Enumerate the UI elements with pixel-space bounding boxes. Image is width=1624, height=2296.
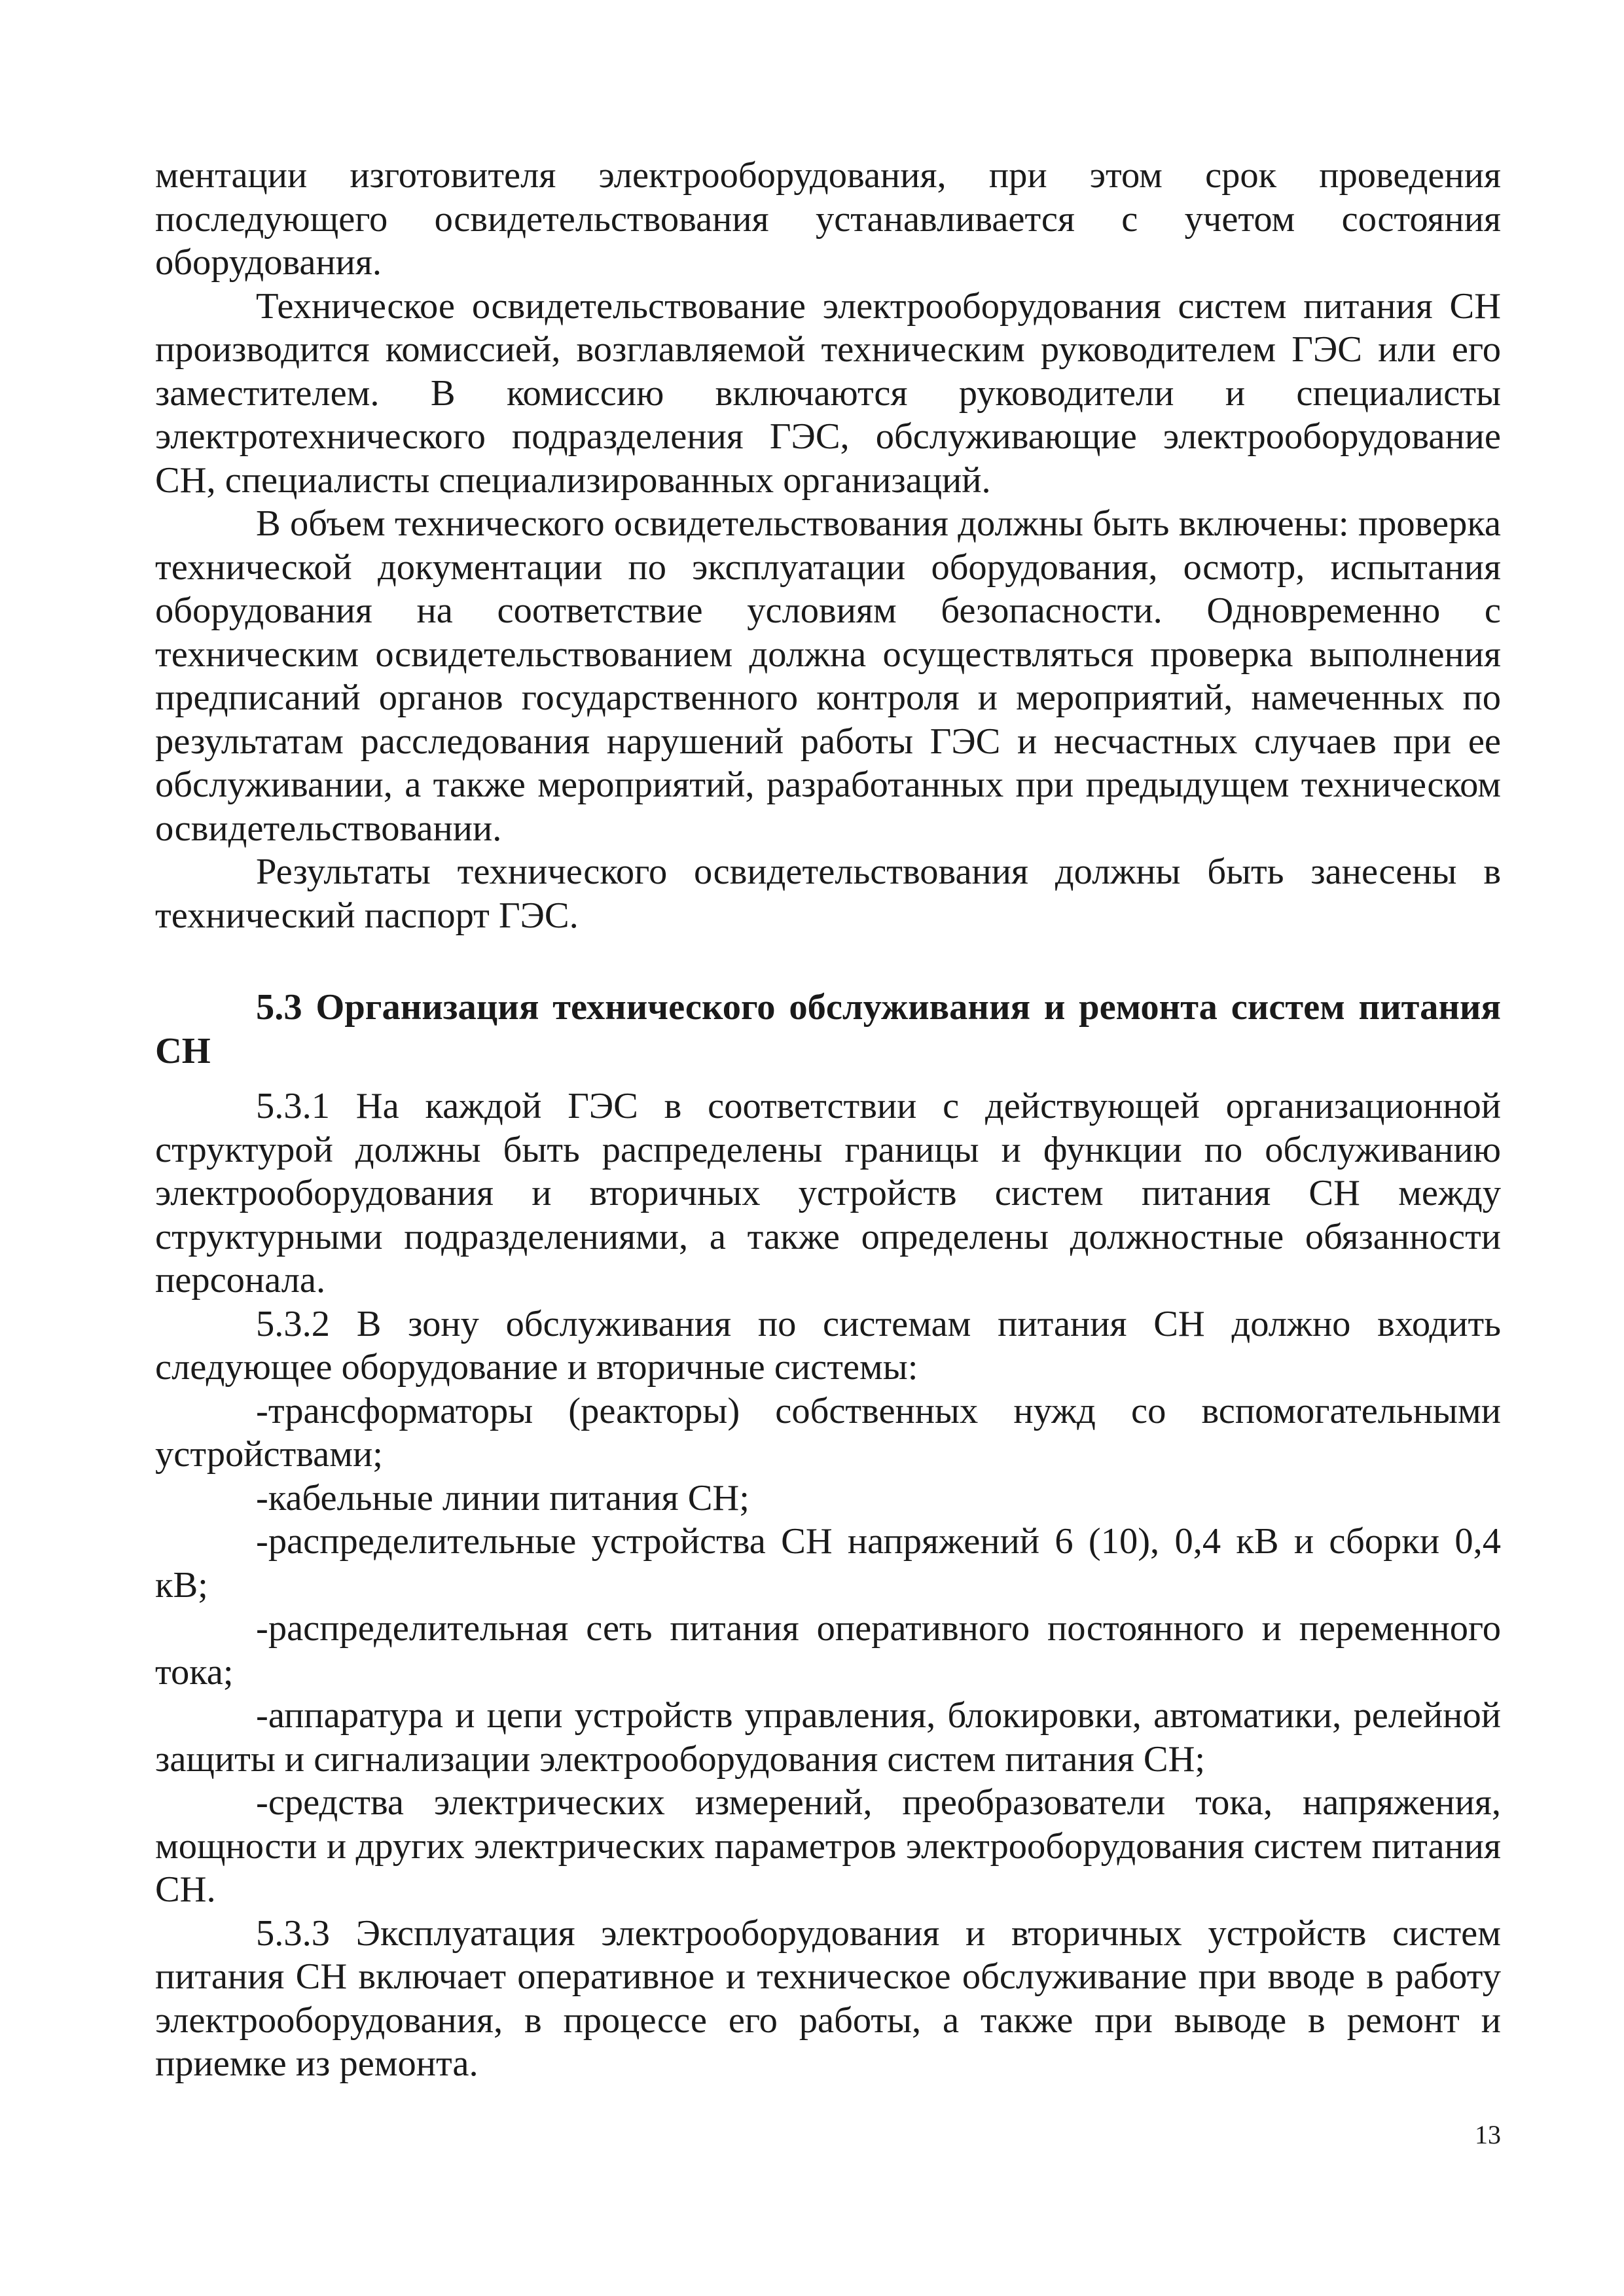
paragraph-scope: В объем технического освидетельствования должны быть включены: проверка технической документации по эксплуатации оборудования, осмотр, испытания оборудования на соответствие условиям безопасности. Одновременно с техническим освидетельствованием должна осуществляться проверка выполнения предписаний органов государственного контроля и мероприятий, намеченных по результатам расследования нарушений работы ГЭС и несчастных случаев при ее обслуживании, а также мероприятий, разработанных при предыдущем техническом освидетельствовании. [155,503,1501,849]
paragraph-continuation: ментации изготовителя электрооборудования, при этом срок проведения последующего освидетельствования устанавливается с учетом состояния оборудования. [155,155,1501,283]
list-item-distribution-network: -распределительная сеть питания оперативного постоянного и переменного тока; [155,1608,1501,1693]
list-item-cable-lines: -кабельные линии питания СН; [256,1477,749,1518]
list-item-transformers: -трансформаторы (реакторы) собственных нужд со вспомогательными устройствами; [155,1390,1501,1475]
paragraph-results: Результаты технического освидетельствования должны быть занесены в технический паспорт ГЭС. [155,852,1501,936]
list-item-measurement-means: -средства электрических измерений, преобразователи тока, напряжения, мощности и других электрических параметров электрооборудования систем питания СН. [155,1782,1501,1910]
paragraph-5-3-1: 5.3.1 На каждой ГЭС в соответствии с действующей организационной структурой должны быть распределены границы и функции по обслуживанию электрооборудования и вторичных устройств систем питания СН между структурными подразделениями, а также определены должностные обязанности персонала. [155,1086,1501,1300]
paragraph-commission: Техническое освидетельствование электрооборудования систем питания СН производится комиссией, возглавляемой техническим руководителем ГЭС или его заместителем. В комиссию включаются руководители и специалисты электротехнического подразделения ГЭС, обслуживающие электрооборудование СН, специалисты специализированных организаций. [155,285,1501,501]
list-item-switchgear: -распределительные устройства СН напряжений 6 (10), 0,4 кВ и сборки 0,4 кВ; [155,1521,1501,1605]
paragraph-5-3-3: 5.3.3 Эксплуатация электрооборудования и вторичных устройств систем питания СН включает оперативное и техническое обслуживание при вводе в работу электрооборудования, в процессе его работы, а также при выводе в ремонт и приемке из ремонта. [155,1912,1501,2084]
page-number: 13 [1475,2120,1501,2149]
section-heading: 5.3 Организация технического обслуживания и ремонта систем питания СН [155,987,1501,1071]
list-item-control-equipment: -аппаратура и цепи устройств управления, блокировки, автоматики, релейной защиты и сигнализации электрооборудования систем питания СН; [155,1695,1501,1780]
document-page [155,154,1501,2086]
paragraph-5-3-2: 5.3.2 В зону обслуживания по системам питания СН должно входить следующее оборудование и вторичные системы: [155,1303,1501,1388]
